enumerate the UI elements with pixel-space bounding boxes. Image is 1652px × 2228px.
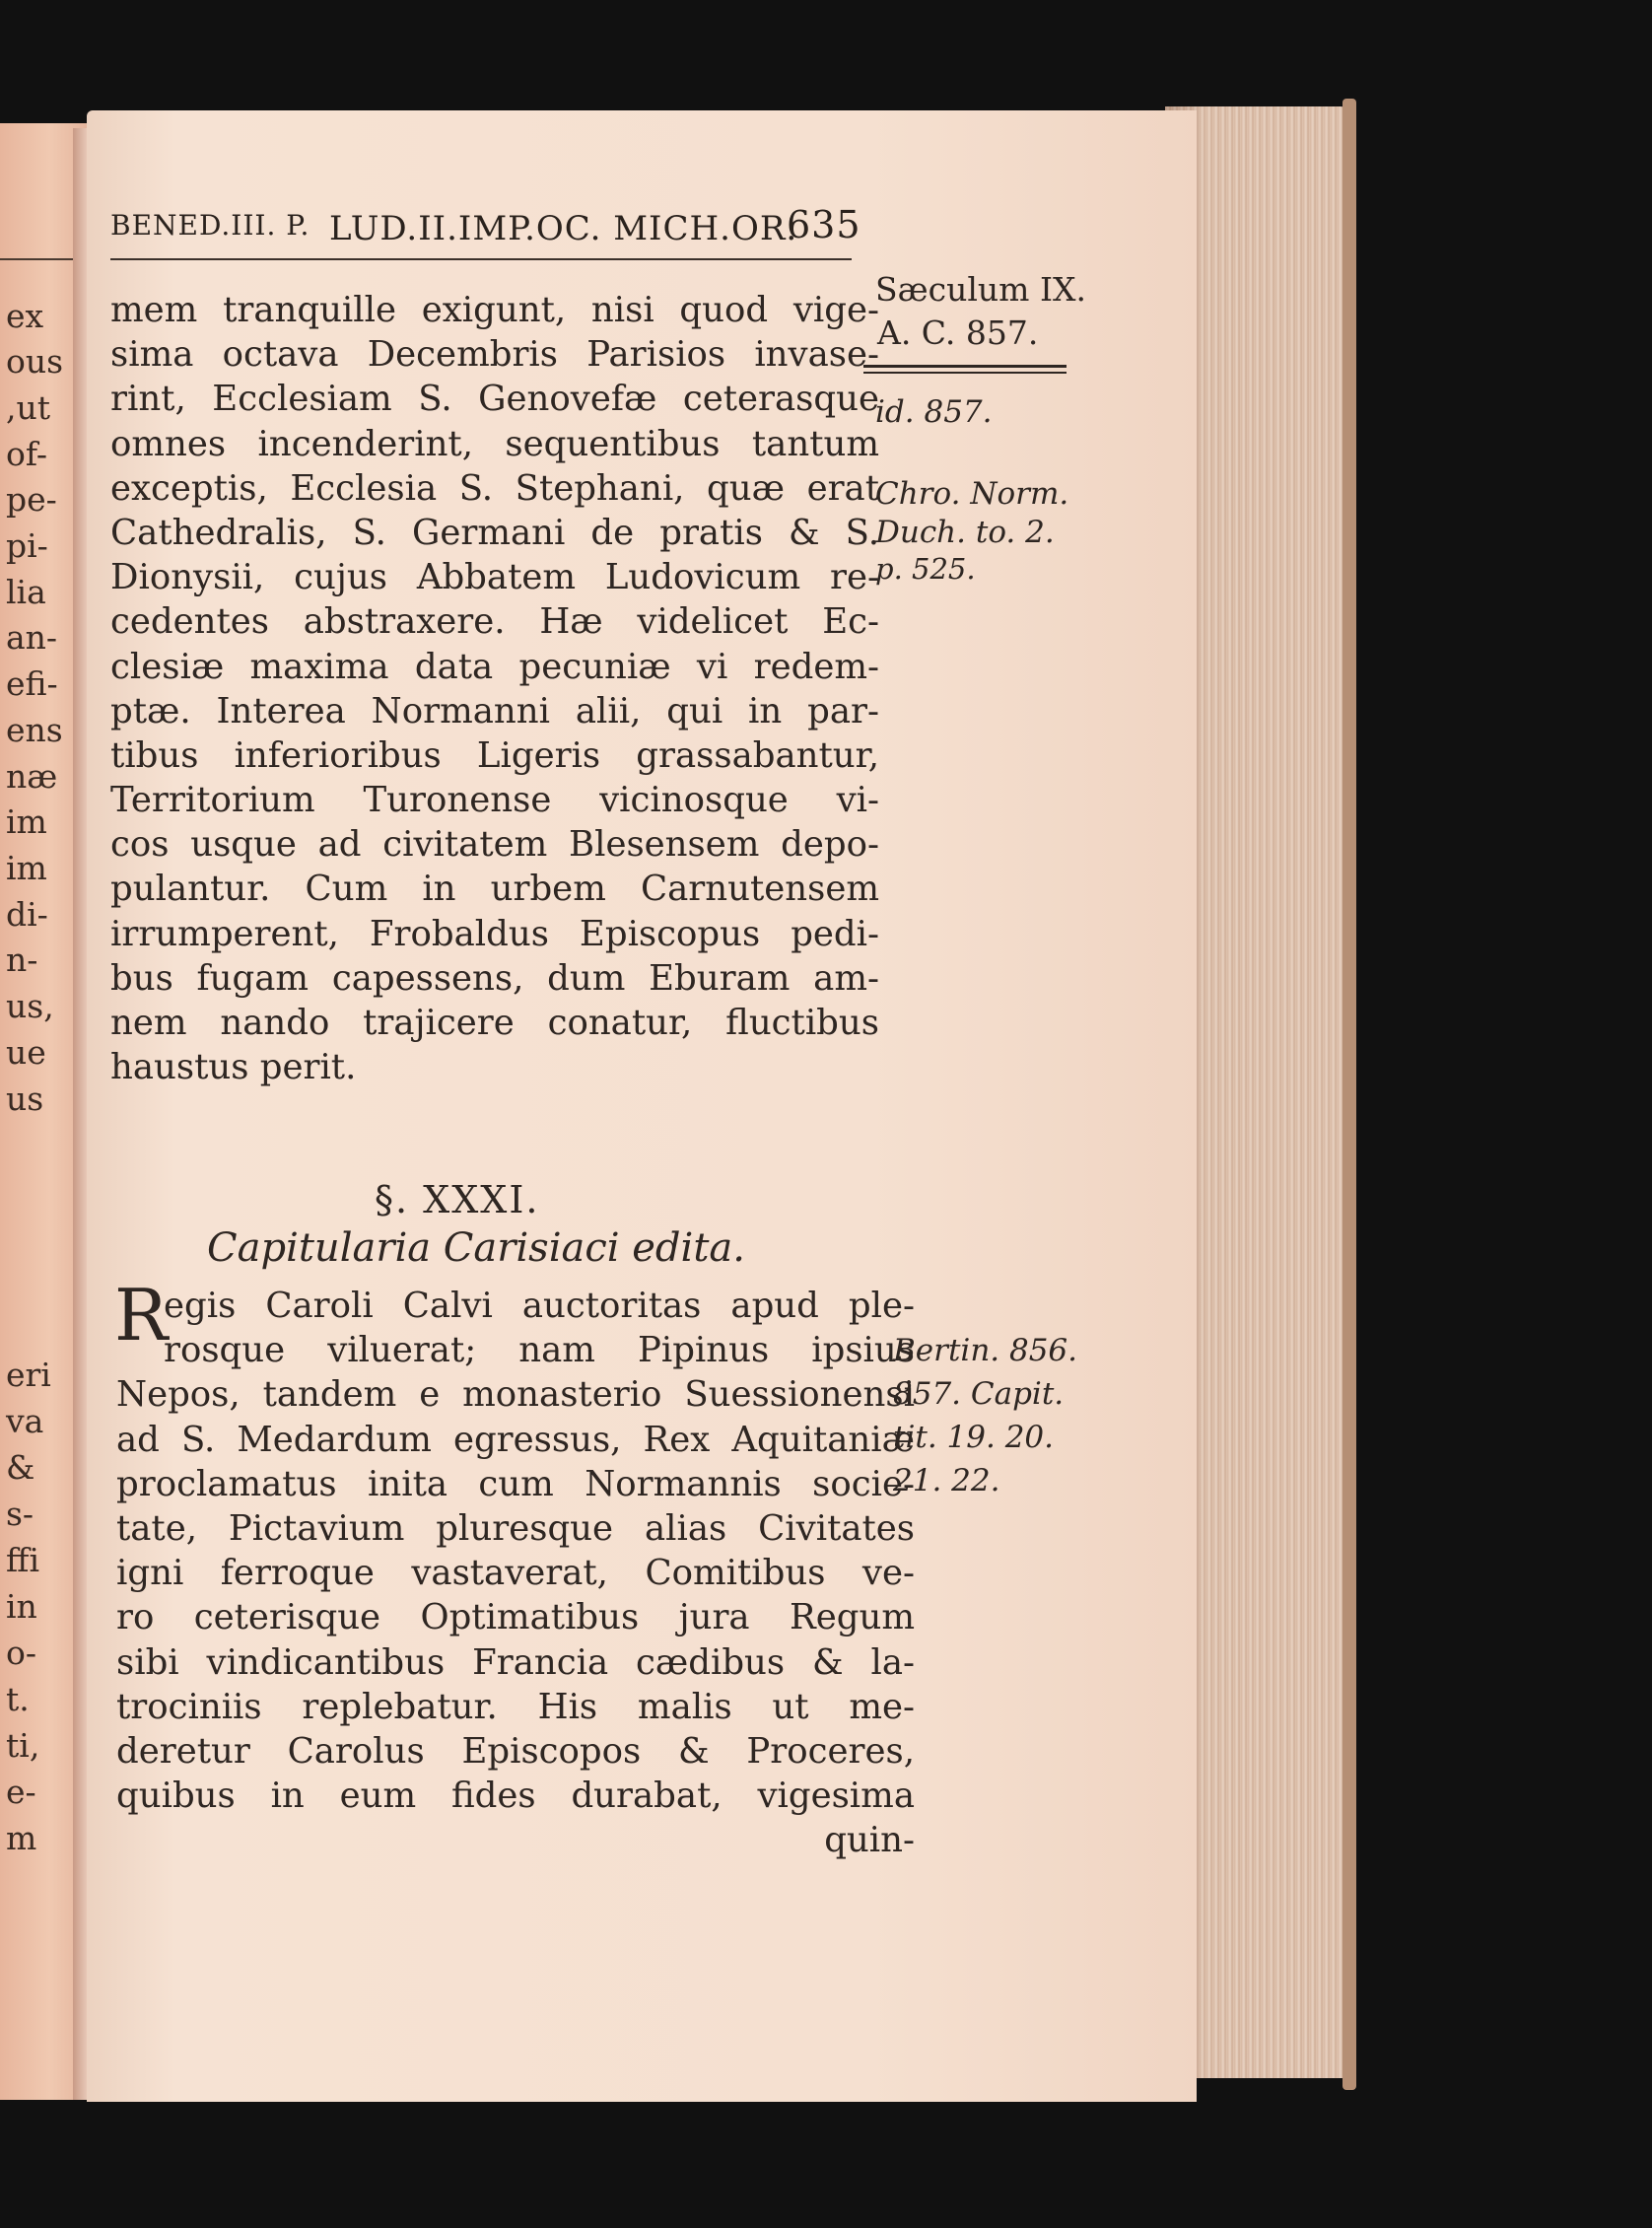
text-line: haustus perit. [110, 1047, 357, 1088]
section-number: §. XXXI. [375, 1178, 540, 1221]
page-number: 635 [787, 203, 861, 246]
left-page-text-fragment: of- [6, 435, 48, 473]
text-line: exceptis, Ecclesia S. Stephani, quæ erat [110, 467, 879, 509]
left-page-text-fragment: eri [6, 1356, 51, 1394]
sidebar-rule [863, 365, 1067, 368]
sidebar-note-bertin: Bertin. 856. [893, 1333, 1078, 1368]
text-line: sibi vindicantibus Francia cædibus & la- [116, 1641, 915, 1683]
text-line: nem nando trajicere conatur, fluctibus [110, 1003, 879, 1043]
left-page-text-fragment: & [6, 1448, 35, 1487]
left-page-text-fragment: lia [6, 573, 46, 611]
sidebar-note-tit: tit. 19. 20. [893, 1420, 1054, 1455]
text-line: sima octava Decembris Parisios invase- [110, 334, 879, 376]
left-page-text-fragment: us [6, 1079, 44, 1118]
left-page-text-fragment: ,ut [6, 388, 51, 427]
paragraph-1 [110, 288, 879, 1089]
text-line: trociniis replebatur. His malis ut me- [116, 1686, 915, 1727]
section-title: Capitularia Carisiaci edita. [207, 1225, 745, 1271]
left-page-text-fragment: o- [6, 1634, 37, 1672]
catchword: quin- [824, 1820, 915, 1861]
text-line: rint, Ecclesiam S. Genovefæ ceterasque [110, 379, 879, 420]
text-line: irrumperent, Frobaldus Episcopus pedi- [110, 913, 879, 954]
text-line: Dionysii, cujus Abbatem Ludovicum re- [110, 557, 879, 598]
running-header-center: LUD.II.IMP.OC. MICH.OR. [329, 209, 798, 248]
text-line: ro ceterisque Optimatibus jura Regum [116, 1597, 915, 1638]
left-page-text-fragment: pi- [6, 526, 48, 565]
left-page-text-fragment: us, [6, 987, 54, 1025]
paragraph-2 [116, 1284, 915, 1862]
text-line: Cathedralis, S. Germani de pratis & S. [110, 512, 879, 553]
left-page-text-fragment: m [6, 1819, 37, 1857]
text-line: clesiæ maxima data pecuniæ vi redem- [110, 646, 879, 687]
header-rule [110, 258, 852, 260]
left-page-text-fragment: an- [6, 618, 58, 657]
text-line: ptæ. Interea Normanni alii, qui in par- [110, 690, 879, 731]
sidebar-anno: A. C. 857. [877, 313, 1039, 352]
left-page-text-fragment: ffi [6, 1541, 39, 1579]
left-page-text-fragment: efi- [6, 664, 58, 703]
left-page-text-fragment: ti, [6, 1726, 40, 1765]
left-page-text-fragment: im [6, 802, 47, 841]
sidebar-note-capit: 857. Capit. [893, 1376, 1065, 1412]
text-line: bus fugam capessens, dum Eburam am- [110, 957, 879, 999]
text-line: pulantur. Cum in urbem Carnutensem [110, 869, 879, 910]
sidebar-rule-thin [863, 372, 1067, 374]
book-cover-edge [1342, 99, 1356, 2090]
left-page-text-fragment: im [6, 849, 47, 887]
left-page-text-fragment: n- [6, 940, 38, 979]
left-page-text-fragment: in [6, 1587, 37, 1626]
sidebar-saeculum: Sæculum IX. [875, 270, 1086, 309]
sidebar-note-id: id. 857. [875, 394, 993, 430]
text-line: cedentes abstraxere. Hæ videlicet Ec- [110, 601, 879, 643]
left-page-text-fragment: ens [6, 711, 63, 749]
text-line: omnes incenderint, sequentibus tantum [110, 423, 879, 464]
text-line: tate, Pictavium pluresque alias Civitates [116, 1507, 915, 1549]
text-line: cos usque ad civitatem Blesensem depo- [110, 824, 879, 866]
running-header-left: BENED.III. P. [110, 209, 310, 242]
sidebar-note-chro: Chro. Norm. [875, 476, 1069, 512]
left-page-text-fragment: ex [6, 297, 44, 335]
left-page-text-fragment: næ [6, 757, 58, 796]
left-page-text-fragment: ous [6, 342, 64, 381]
left-page-text-fragment: va [6, 1402, 44, 1440]
text-line: Nepos, tandem e monasterio Suessionensi [116, 1374, 915, 1416]
text-line: mem tranquille exigunt, nisi quod vige- [110, 290, 879, 330]
drop-cap: R [114, 1274, 169, 1357]
left-page-text-fragment: ue [6, 1033, 46, 1072]
text-line: igni ferroque vastaverat, Comitibus ve- [116, 1553, 915, 1594]
sidebar-note-numbers: 21. 22. [893, 1463, 1000, 1498]
text-line: deretur Carolus Episcopos & Proceres, [116, 1730, 915, 1772]
text-line: ad S. Medardum egressus, Rex Aquitaniæ [116, 1419, 915, 1460]
left-page-text-fragment: e- [6, 1773, 36, 1811]
left-page-text-fragment: di- [6, 895, 48, 934]
text-line: egis Caroli Calvi auctoritas apud ple- [164, 1286, 915, 1326]
text-line: proclamatus inita cum Normannis socie- [116, 1463, 915, 1504]
left-page-text-fragment: t. [6, 1680, 30, 1718]
sidebar-note-page: p. 525. [875, 552, 976, 586]
left-page-text-fragment: pe- [6, 480, 57, 519]
sidebar-note-duch: Duch. to. 2. [875, 515, 1055, 550]
left-page-text-fragment: s- [6, 1495, 34, 1533]
text-line: rosque viluerat; nam Pipinus ipsius [164, 1330, 915, 1371]
text-line: quibus in eum fides durabat, vigesima [116, 1775, 915, 1817]
text-line: Territorium Turonense vicinosque vi- [110, 780, 879, 821]
text-line: tibus inferioribus Ligeris grassabantur, [110, 734, 879, 776]
